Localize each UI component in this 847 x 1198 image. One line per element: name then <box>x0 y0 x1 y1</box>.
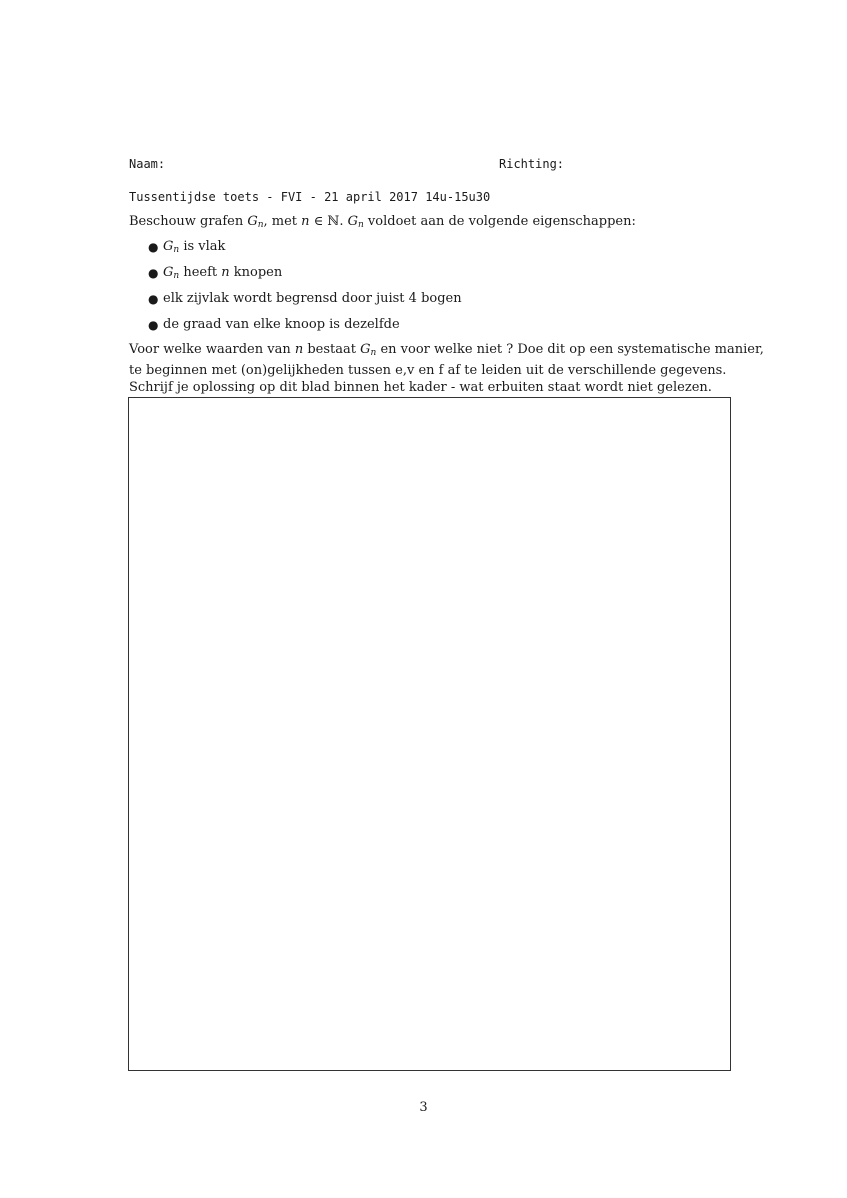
list-item <box>148 238 462 264</box>
question-line-2: te beginnen met (on)gelijkheden tussen e,v en f af te leiden uit de verschillende gegevens. <box>129 363 727 378</box>
intro-text-3: voldoet aan de volgende eigenschappen: <box>363 214 636 229</box>
math-g-subscript: n <box>257 220 264 230</box>
answer-box[interactable] <box>128 397 731 1071</box>
bullet-icon: ● <box>148 318 159 332</box>
math-g-letter: G <box>247 214 258 229</box>
math-g-letter: G <box>163 239 174 254</box>
bullet-icon: ● <box>148 240 159 254</box>
list-item <box>148 316 462 342</box>
math-g <box>360 342 376 357</box>
math-g <box>163 239 179 254</box>
list-item <box>148 290 462 316</box>
list-item <box>148 264 462 290</box>
math-n: n <box>294 342 304 357</box>
math-g-letter: G <box>163 265 174 280</box>
math-g-subscript-2: n <box>357 220 364 230</box>
question-line-3: Schrijf je oplossing op dit blad binnen het kader - wat erbuiten staat wordt niet gelezen. <box>129 380 712 395</box>
properties-list <box>148 238 462 342</box>
property-text-b: knopen <box>229 265 283 280</box>
math-g-subscript: n <box>173 245 180 255</box>
math-n: n <box>301 214 310 229</box>
math-n: n <box>221 265 230 280</box>
intro-text-2: , met <box>263 214 302 229</box>
bullet-icon: ● <box>148 292 159 306</box>
question-text-a: Voor welke waarden van <box>129 342 295 357</box>
question-line-1 <box>129 341 764 362</box>
math-g-letter-2: G <box>347 214 358 229</box>
intro-text-1: Beschouw grafen <box>129 214 248 229</box>
math-g <box>247 214 263 229</box>
intro-element-of: ∈ ℕ. <box>309 214 348 229</box>
test-title: Tussentijdse toets - FVI - 21 april 2017 14u-15u30 <box>129 190 491 204</box>
question-text <box>129 341 764 396</box>
property-text: is vlak <box>179 239 226 254</box>
page-number: 3 <box>419 1100 428 1115</box>
question-text-c: en voor welke niet ? Doe dit op een systematische manier, <box>376 342 764 357</box>
name-label: Naam: <box>129 157 166 171</box>
math-g-letter: G <box>360 342 371 357</box>
bullet-icon: ● <box>148 266 159 280</box>
math-g-subscript: n <box>370 348 377 358</box>
math-g-subscript: n <box>173 271 180 281</box>
property-text-a: heeft <box>179 265 222 280</box>
math-g <box>163 265 179 280</box>
property-text: de graad van elke knoop is dezelfde <box>163 317 400 332</box>
question-text-b: bestaat <box>303 342 361 357</box>
student-info-header <box>129 157 609 175</box>
property-text: elk zijvlak wordt begrensd door juist 4 bogen <box>163 291 462 306</box>
direction-label: Richting: <box>499 157 565 171</box>
math-g-2 <box>348 214 364 229</box>
problem-intro <box>129 214 729 230</box>
